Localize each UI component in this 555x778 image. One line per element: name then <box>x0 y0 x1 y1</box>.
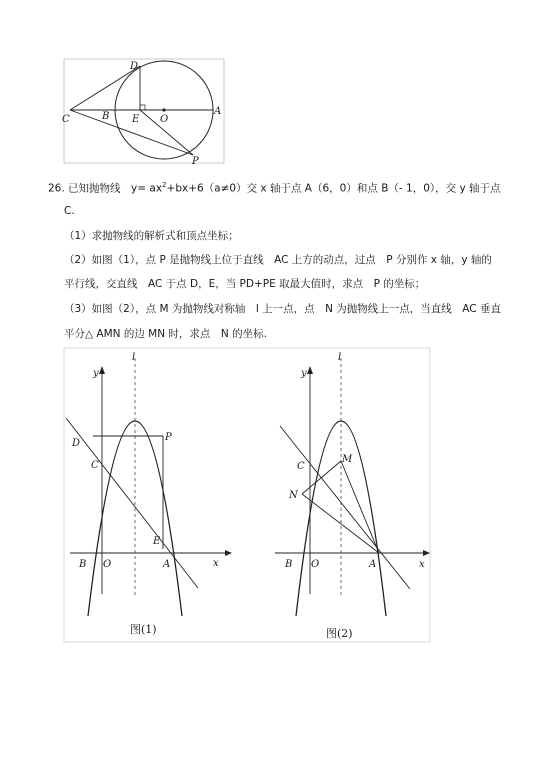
fig1-label-y: y <box>93 368 99 379</box>
fig2-label-c: C <box>297 461 305 472</box>
fig2-line-ac <box>280 426 410 589</box>
fig1-label-a: A <box>163 559 171 570</box>
fig2-segment-mn <box>302 461 341 494</box>
fig2-label-a: A <box>369 559 377 570</box>
label-c: C <box>62 114 70 125</box>
label-b: B <box>102 111 110 122</box>
fig1-label-l: l <box>132 352 136 363</box>
label-a: A <box>214 106 222 117</box>
fig2-label-b: B <box>285 559 293 570</box>
fig2-label-x: x <box>419 559 425 570</box>
fig1-caption: 图(1) <box>130 623 157 636</box>
problem-intro <box>48 178 501 196</box>
fig2-label-l: l <box>338 352 342 363</box>
problem-intro-text: 已知抛物线 y= ax <box>68 182 163 195</box>
center-dot <box>162 108 165 111</box>
fig2-x-arrow <box>423 550 430 556</box>
fig2-caption: 图(2) <box>326 627 353 640</box>
question-3-line-1: （3）如图（2），点 M 为抛物线对称轴 l 上一点，点 N 为抛物线上一点，当直线 AC 垂直 <box>64 303 501 315</box>
figures-panel <box>60 346 435 646</box>
fig2-label-o: O <box>311 559 320 570</box>
question-2-line-1: （2）如图（1），点 P 是抛物线上位于直线 AC 上方的动点，过点 P 分别作 x 轴，y 轴的 <box>64 254 492 266</box>
figure-top-circle <box>60 56 230 166</box>
fig1-x-arrow <box>225 550 232 556</box>
problem-number: 26. <box>48 182 65 195</box>
question-3-line-2: 平分△ AMN 的边 MN 时，求点 N 的坐标. <box>64 328 267 340</box>
fig1-label-x: x <box>213 558 219 569</box>
label-o: O <box>160 114 169 125</box>
problem-intro-cont: C. <box>64 205 75 217</box>
exponent: 2 <box>162 181 167 189</box>
fig1-label-d: D <box>72 438 81 449</box>
question-2-line-2: 平行线，交直线 AC 于点 D，E，当 PD+PE 取最大值时，求点 P 的坐标； <box>64 278 426 290</box>
fig1-label-o: O <box>103 559 112 570</box>
figure-frame <box>64 59 224 163</box>
fig2-label-n: N <box>289 490 298 501</box>
fig1-label-p: P <box>165 432 172 443</box>
segment-cd <box>70 66 140 110</box>
label-p: P <box>192 156 199 166</box>
figure-2 <box>275 352 430 640</box>
question-1: （1）求抛物线的解析式和顶点坐标； <box>64 230 239 242</box>
right-angle-mark <box>140 105 145 110</box>
fig2-label-y: y <box>301 368 307 379</box>
figures-frame <box>64 348 430 642</box>
fig2-segment-ma <box>341 461 379 553</box>
fig1-y-arrow <box>99 366 105 374</box>
fig2-y-arrow <box>307 366 313 374</box>
fig1-label-c: C <box>91 460 99 471</box>
figure-1 <box>66 352 232 636</box>
fig2-segment-na <box>302 494 379 553</box>
fig1-label-e: E <box>153 536 161 547</box>
problem-intro-rest: +bx+6（a≠0）交 x 轴于点 A（6，0）和点 B（- 1，0），交 y 轴于点 <box>166 182 501 195</box>
figures-svg <box>60 346 435 646</box>
fig2-label-m: M <box>342 454 353 465</box>
label-e: E <box>132 114 140 125</box>
label-d: D <box>130 61 139 72</box>
figure-top-svg <box>60 56 230 166</box>
fig1-label-b: B <box>79 559 87 570</box>
